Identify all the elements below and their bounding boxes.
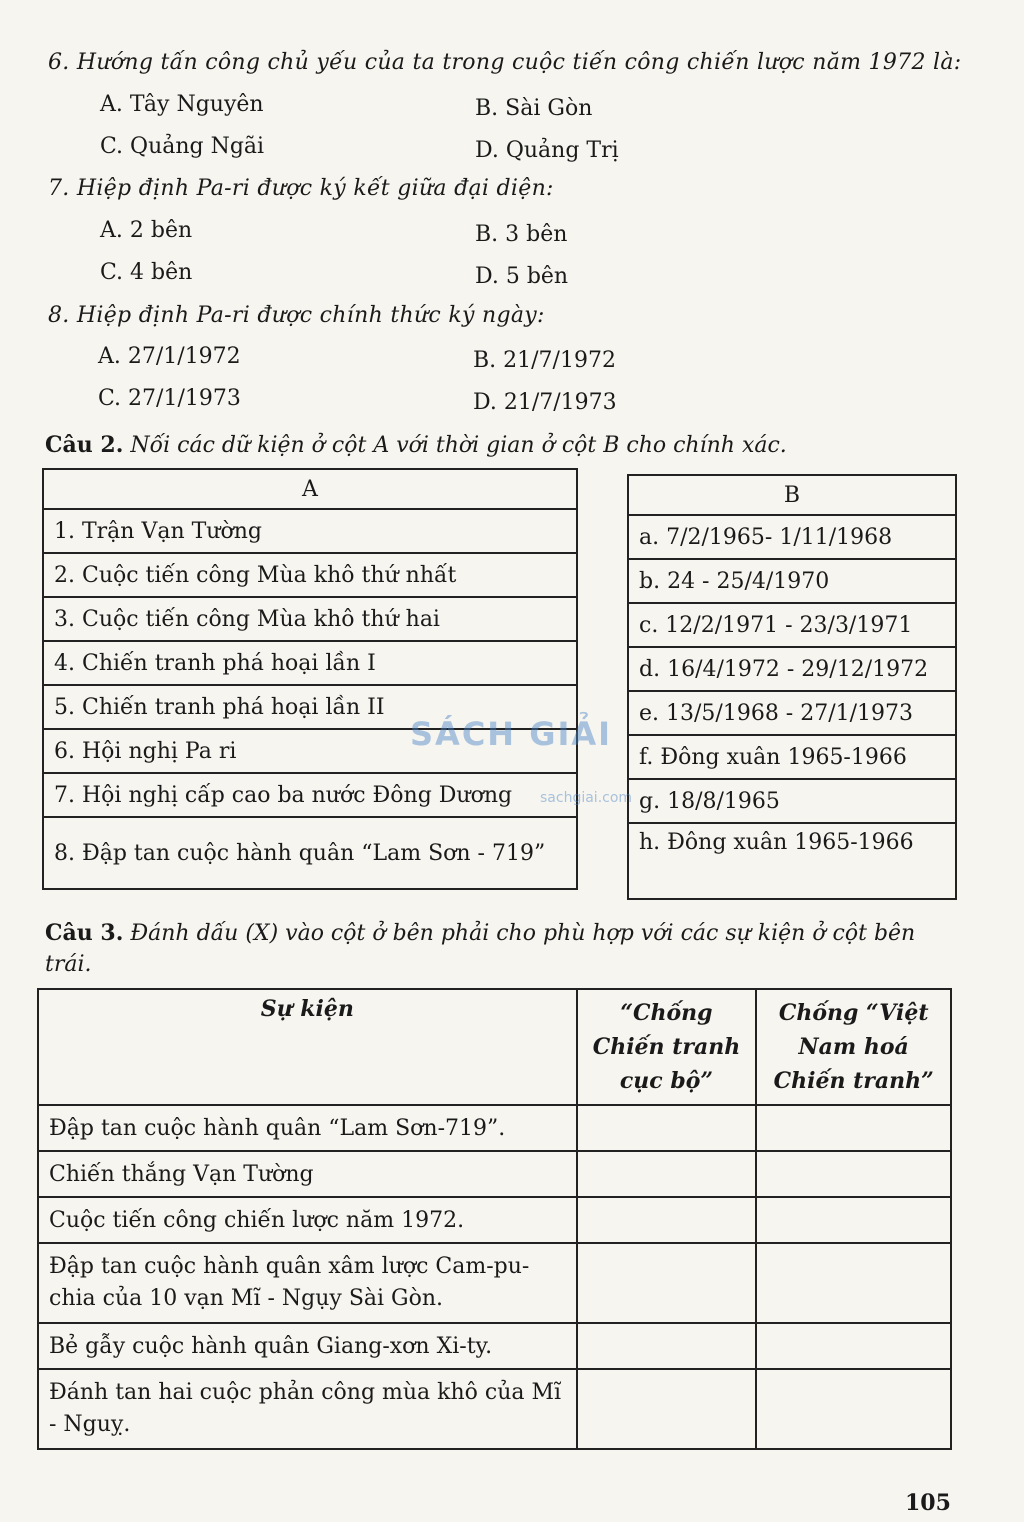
cau3-checkbox-local-war[interactable] [577, 1243, 757, 1323]
table-row [628, 603, 956, 647]
question-8-option-a: A. 27/1/1972 [98, 344, 241, 369]
table-row [43, 509, 577, 553]
cau3-header-event: Sự kiện [38, 989, 577, 1105]
table-row [43, 597, 577, 641]
cau2-table-a [42, 468, 578, 890]
cau3-label: Câu 3. [45, 920, 124, 946]
cau2-heading [45, 432, 787, 458]
question-7-option-d: D. 5 bên [475, 264, 569, 289]
cau2-instruction: Nối các dữ kiện ở cột A với thời gian ở cột B cho chính xác. [130, 433, 787, 458]
question-8-option-d: D. 21/7/1973 [473, 390, 617, 415]
cau2-a-item: 4. Chiến tranh phá hoại lần I [43, 641, 577, 685]
table-row [38, 1369, 951, 1449]
cau3-checkbox-local-war[interactable] [577, 1105, 757, 1151]
question-8-option-b: B. 21/7/1972 [473, 348, 616, 373]
question-7-option-c: C. 4 bên [100, 260, 193, 285]
table-row [628, 779, 956, 823]
question-7-option-b: B. 3 bên [475, 222, 568, 247]
question-6-option-d: D. Quảng Trị [475, 138, 619, 163]
table-row [628, 823, 956, 899]
table-row [43, 817, 577, 889]
table-row [628, 559, 956, 603]
cau2-a-item: 7. Hội nghị cấp cao ba nước Đông Dương [43, 773, 577, 817]
watermark-logo: SÁCH GIẢI [410, 715, 613, 753]
cau3-checkbox-vietnamization[interactable] [756, 1243, 951, 1323]
cau3-table [37, 988, 952, 1450]
table-row [43, 641, 577, 685]
cau3-event: Đánh tan hai cuộc phản công mùa khô của Mĩ - Nguỵ. [38, 1369, 577, 1449]
cau2-a-item: 6. Hội nghị Pa ri [43, 729, 577, 773]
cau2-b-item: b. 24 - 25/4/1970 [628, 559, 956, 603]
cau2-col-a-header: A [43, 469, 577, 509]
question-8-text: 8. Hiệp định Pa-ri được chính thức ký ngày: [48, 303, 545, 328]
cau3-event: Cuộc tiến công chiến lược năm 1972. [38, 1197, 577, 1243]
question-8-option-c: C. 27/1/1973 [98, 386, 241, 411]
cau3-heading [45, 918, 955, 980]
cau2-b-item: f. Đông xuân 1965-1966 [628, 735, 956, 779]
question-7-option-a: A. 2 bên [100, 218, 193, 243]
cau3-checkbox-vietnamization[interactable] [756, 1105, 951, 1151]
cau3-event: Chiến thắng Vạn Tường [38, 1151, 577, 1197]
cau3-checkbox-vietnamization[interactable] [756, 1323, 951, 1369]
table-row [38, 1105, 951, 1151]
cau2-table-b [627, 474, 957, 900]
cau3-checkbox-local-war[interactable] [577, 1369, 757, 1449]
table-row [38, 1243, 951, 1323]
table-row [628, 647, 956, 691]
table-row [43, 773, 577, 817]
cau3-checkbox-local-war[interactable] [577, 1151, 757, 1197]
cau2-b-item: e. 13/5/1968 - 27/1/1973 [628, 691, 956, 735]
cau3-event: Đập tan cuộc hành quân xâm lược Cam-pu-chia của 10 vạn Mĩ - Ngụy Sài Gòn. [38, 1243, 577, 1323]
cau3-checkbox-vietnamization[interactable] [756, 1151, 951, 1197]
cau2-b-item: g. 18/8/1965 [628, 779, 956, 823]
cau2-b-item: a. 7/2/1965- 1/11/1968 [628, 515, 956, 559]
table-row [628, 691, 956, 735]
cau3-header-vietnamization: Chống “Việt Nam hoá Chiến tranh” [756, 989, 951, 1105]
cau2-label: Câu 2. [45, 432, 124, 458]
cau2-a-item: 3. Cuộc tiến công Mùa khô thứ hai [43, 597, 577, 641]
cau3-checkbox-vietnamization[interactable] [756, 1197, 951, 1243]
watermark-url: sachgiai.com [540, 790, 633, 806]
cau2-a-item: 8. Đập tan cuộc hành quân “Lam Sơn - 719” [43, 817, 577, 889]
cau2-a-item: 5. Chiến tranh phá hoại lần II [43, 685, 577, 729]
cau3-checkbox-vietnamization[interactable] [756, 1369, 951, 1449]
table-row [38, 1323, 951, 1369]
table-row [38, 1151, 951, 1197]
cau3-header-local-war: “Chống Chiến tranh cục bộ” [577, 989, 757, 1105]
cau2-a-item: 2. Cuộc tiến công Mùa khô thứ nhất [43, 553, 577, 597]
cau2-col-b-header: B [628, 475, 956, 515]
cau3-checkbox-local-war[interactable] [577, 1197, 757, 1243]
cau2-b-item: h. Đông xuân 1965-1966 [628, 823, 956, 899]
table-row [628, 735, 956, 779]
cau2-b-item: d. 16/4/1972 - 29/12/1972 [628, 647, 956, 691]
question-6-option-b: B. Sài Gòn [475, 96, 593, 121]
cau3-event: Bẻ gẫy cuộc hành quân Giang-xơn Xi-ty. [38, 1323, 577, 1369]
cau3-checkbox-local-war[interactable] [577, 1323, 757, 1369]
question-7-text: 7. Hiệp định Pa-ri được ký kết giữa đại diện: [48, 176, 554, 201]
question-6-option-c: C. Quảng Ngãi [100, 134, 265, 159]
question-6-text: 6. Hướng tấn công chủ yếu của ta trong cuộc tiến công chiến lược năm 1972 là: [48, 50, 962, 75]
cau2-b-item: c. 12/2/1971 - 23/3/1971 [628, 603, 956, 647]
cau3-instruction: Đánh dấu (X) vào cột ở bên phải cho phù hợp với các sự kiện ở cột bên trái. [45, 921, 916, 977]
table-row [38, 1197, 951, 1243]
cau2-a-item: 1. Trận Vạn Tường [43, 509, 577, 553]
table-row [43, 553, 577, 597]
question-6-option-a: A. Tây Nguyên [100, 92, 264, 117]
cau3-event: Đập tan cuộc hành quân “Lam Sơn-719”. [38, 1105, 577, 1151]
table-row [628, 515, 956, 559]
page-number: 105 [905, 1490, 951, 1516]
